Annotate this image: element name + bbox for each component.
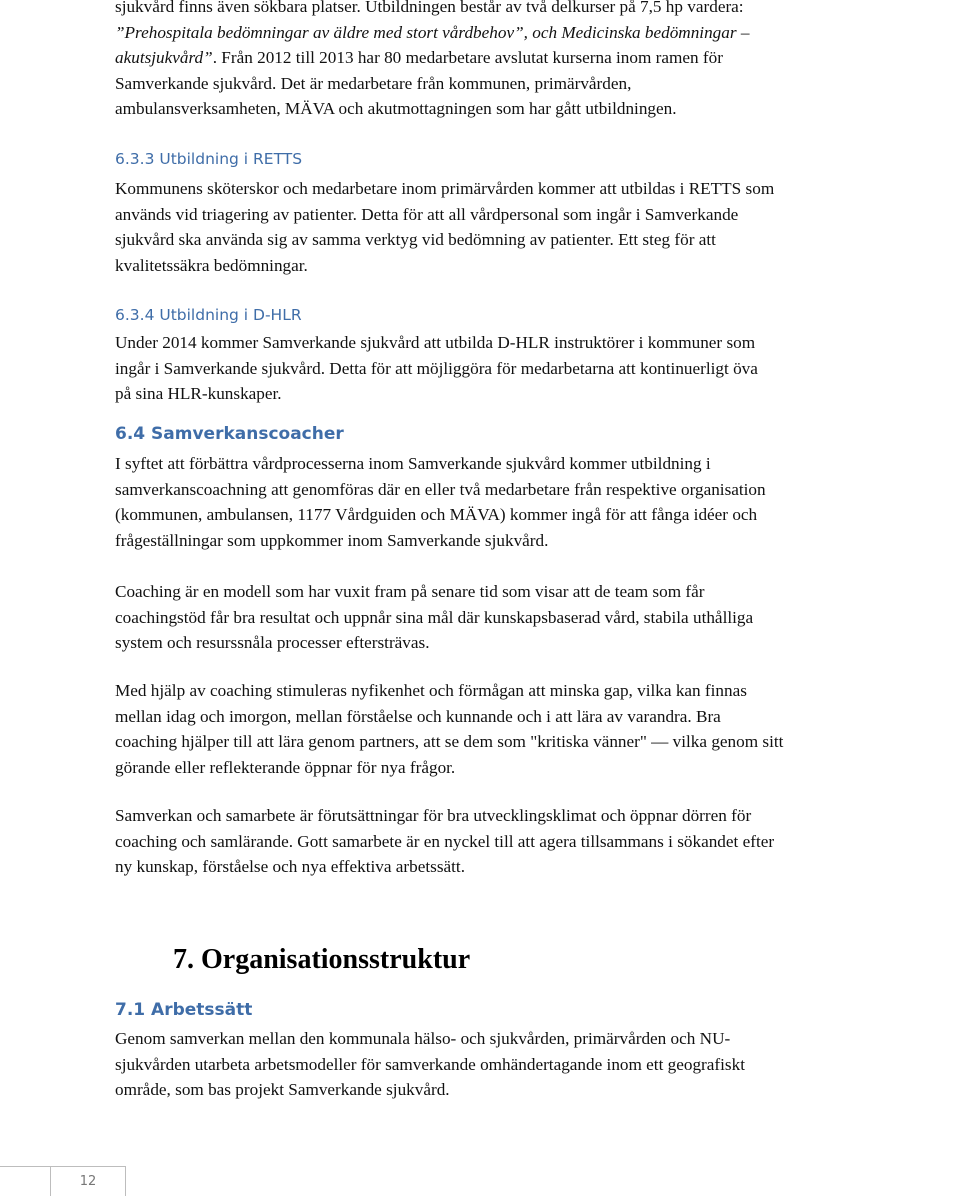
arbetssatt-line: sjukvården utarbeta arbetsmodeller för samverkande omhändertagande inom ett geografiskt	[115, 1054, 745, 1074]
dhlr-line-1: Under 2014 kommer Samverkande sjukvård att utbilda D-HLR instruktörer i kommuner som	[115, 333, 756, 352]
coach-p4-line: Samverkan och samarbete är förutsättningar för bra utvecklingsklimat och öppnar dörren för	[115, 806, 752, 825]
dhlr-line-3: på sina HLR-kunskaper.	[115, 384, 282, 404]
retts-line-1: Kommunens sköterskor och medarbetare inom primärvården kommer att utbildas i RETTS som	[115, 179, 775, 198]
coach-p2-line: system och resurssnåla processer eftersträvas.	[115, 633, 430, 653]
coach-paragraph-4	[115, 803, 875, 880]
coach-p3-line: mellan idag och imorgon, mellan förståelse och kunnande och i att lära av varandra. Bra	[115, 706, 721, 726]
coach-p2-line: coachingstöd får bra resultat och uppnår sina mål där kunskapsbaserad vård, stabila uthålliga	[115, 607, 754, 627]
intro-paragraph	[115, 0, 875, 122]
retts-line-3: sjukvård ska använda sig av samma verktyg vid bedömning av patienter. Ett steg för att	[115, 230, 716, 250]
arbetssatt-line: område, som bas projekt Samverkande sjukvård.	[115, 1080, 450, 1100]
retts-paragraph	[115, 176, 875, 278]
dhlr-paragraph	[115, 330, 875, 407]
heading-7: 7. Organisationsstruktur	[173, 944, 471, 975]
coach-paragraph-1	[115, 451, 875, 553]
intro-line-3-italic: akutsjukvård”	[115, 48, 213, 68]
coach-p3-line: Med hjälp av coaching stimuleras nyfikenhet och förmågan att minska gap, vilka kan finnas	[115, 681, 747, 700]
coach-paragraph-3	[115, 678, 875, 780]
dhlr-line-2: ingår i Samverkande sjukvård. Detta för att möjliggöra för medarbetarna att kontinuerligt öva	[115, 358, 758, 378]
intro-line-3-rest: . Från 2012 till 2013 har 80 medarbetare avslutat kurserna inom ramen för	[212, 48, 723, 68]
coach-p4-line: ny kunskap, förståelse och nya effektiva arbetssätt.	[115, 857, 466, 877]
intro-line-1: sjukvård finns även sökbara platser. Utbildningen består av två delkurser på 7,5 hp vardera:	[115, 0, 744, 16]
arbetssatt-paragraph	[115, 1026, 875, 1103]
coach-p1-line: (kommunen, ambulansen, 1177 Vårdguiden och MÄVA) kommer ingå för att fånga idéer och	[115, 505, 758, 525]
retts-line-2: används vid triagering av patienter. Detta för att all vårdpersonal som ingår i Samverkande	[115, 204, 739, 224]
intro-line-4: Samverkande sjukvård. Det är medarbetare från kommunen, primärvården,	[115, 73, 632, 93]
coach-p1-line: I syftet att förbättra vårdprocesserna inom Samverkande sjukvård kommer utbildning i	[115, 454, 711, 473]
coach-p4-line: coaching och samlärande. Gott samarbete är en nyckel till att agera tillsammans i sökandet efter	[115, 831, 775, 851]
intro-line-2: ”Prehospitala bedömningar av äldre med stort vårdbehov”, och Medicinska bedömningar –	[115, 22, 750, 42]
intro-line-5: ambulansverksamheten, MÄVA och akutmottagningen som har gått utbildningen.	[115, 99, 677, 119]
footer-rule	[0, 1166, 50, 1167]
heading-7-1: 7.1 Arbetssätt	[115, 1000, 253, 1020]
heading-6-4: 6.4 Samverkanscoacher	[115, 424, 344, 444]
coach-p3-line: coaching hjälper till att lära genom partners, att se dem som "kritiska vänner" — vilka genom sitt	[115, 732, 784, 752]
coach-p1-line: frågeställningar som uppkommer inom Samverkande sjukvård.	[115, 530, 549, 550]
intro-line-3	[115, 45, 875, 71]
retts-line-4: kvalitetssäkra bedömningar.	[115, 255, 308, 275]
heading-6-3-3: 6.3.3 Utbildning i RETTS	[115, 150, 303, 168]
page-number: 12	[50, 1166, 126, 1196]
coach-p3-line: görande eller reflekterande öppnar för nya frågor.	[115, 757, 456, 777]
coach-paragraph-2	[115, 579, 875, 656]
coach-p1-line: samverkanscoachning att genomföras där en eller två medarbetare från respektive organisation	[115, 479, 766, 499]
arbetssatt-line: Genom samverkan mellan den kommunala hälso- och sjukvården, primärvården och NU-	[115, 1029, 731, 1048]
heading-6-3-4: 6.3.4 Utbildning i D-HLR	[115, 306, 302, 324]
coach-p2-line: Coaching är en modell som har vuxit fram på senare tid som visar att de team som får	[115, 582, 705, 601]
